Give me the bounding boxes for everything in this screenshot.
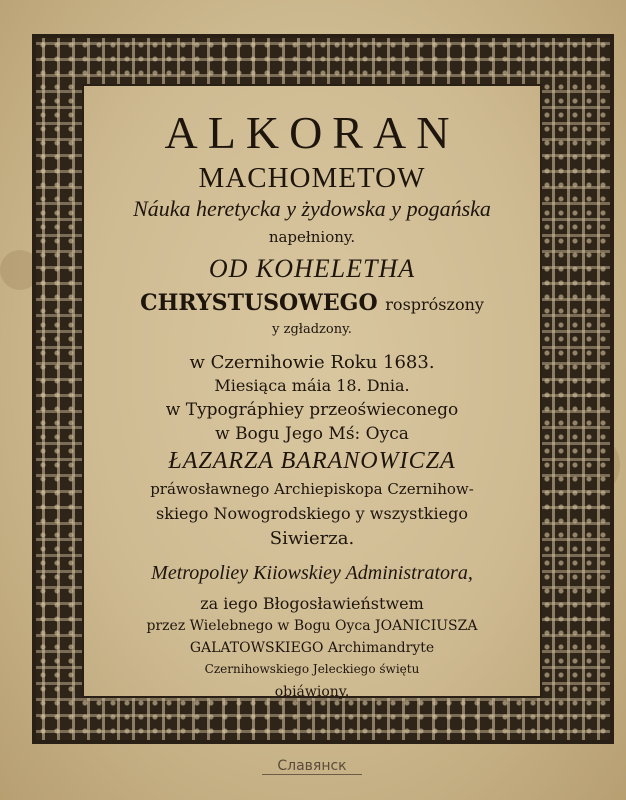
imprint-place-year: w Czernihowie Roku 1683. <box>189 352 435 373</box>
patron-title: práwosławnego Archiepiskopa Czernihow- <box>150 480 474 498</box>
imprint-date: Miesiąca máia 18. Dnia. <box>214 376 410 395</box>
imprint-printer: w Bogu Jego Mś: Oyca <box>215 424 409 444</box>
author-line: OD KOHELETHA <box>208 254 416 283</box>
patron-title: Metropoliey Kiiowskiey Administratora, <box>151 562 473 584</box>
closing-line: obiáwiony. <box>274 684 350 700</box>
description-line: Náuka heretycka y żydowska y pogańska <box>133 196 491 221</box>
blessing-line: GALATOWSKIEGO Archimandryte <box>189 640 435 656</box>
description-line: y zgładzony. <box>272 322 352 337</box>
imprint-printer: w Typográphiey przeoświeconego <box>165 400 459 420</box>
book-title: ALKORAN <box>164 107 460 158</box>
description-line: napełniony. <box>268 228 356 246</box>
book-subtitle: MACHOMETOW <box>198 162 426 194</box>
blessing-line: przez Wielebnego w Bogu Oyca JOANICIUSZA <box>146 618 478 634</box>
patron-title: Siwierza. <box>269 528 355 549</box>
patron-name: ŁAZARZA BARANOWICZA <box>168 448 456 474</box>
handwritten-note: Славянск <box>262 758 362 775</box>
author-name-rest: rosprószony <box>385 295 484 314</box>
blessing-line: za iego Błogosławieństwem <box>200 594 424 613</box>
author-name: CHRYSTUSOWEGO <box>140 290 378 316</box>
author-line-2 <box>82 290 542 316</box>
blessing-line: Czernihowskiego Jeleckiego świętu <box>204 662 420 676</box>
patron-title: skiego Nowogrodskiego y wszystkiego <box>156 504 468 523</box>
